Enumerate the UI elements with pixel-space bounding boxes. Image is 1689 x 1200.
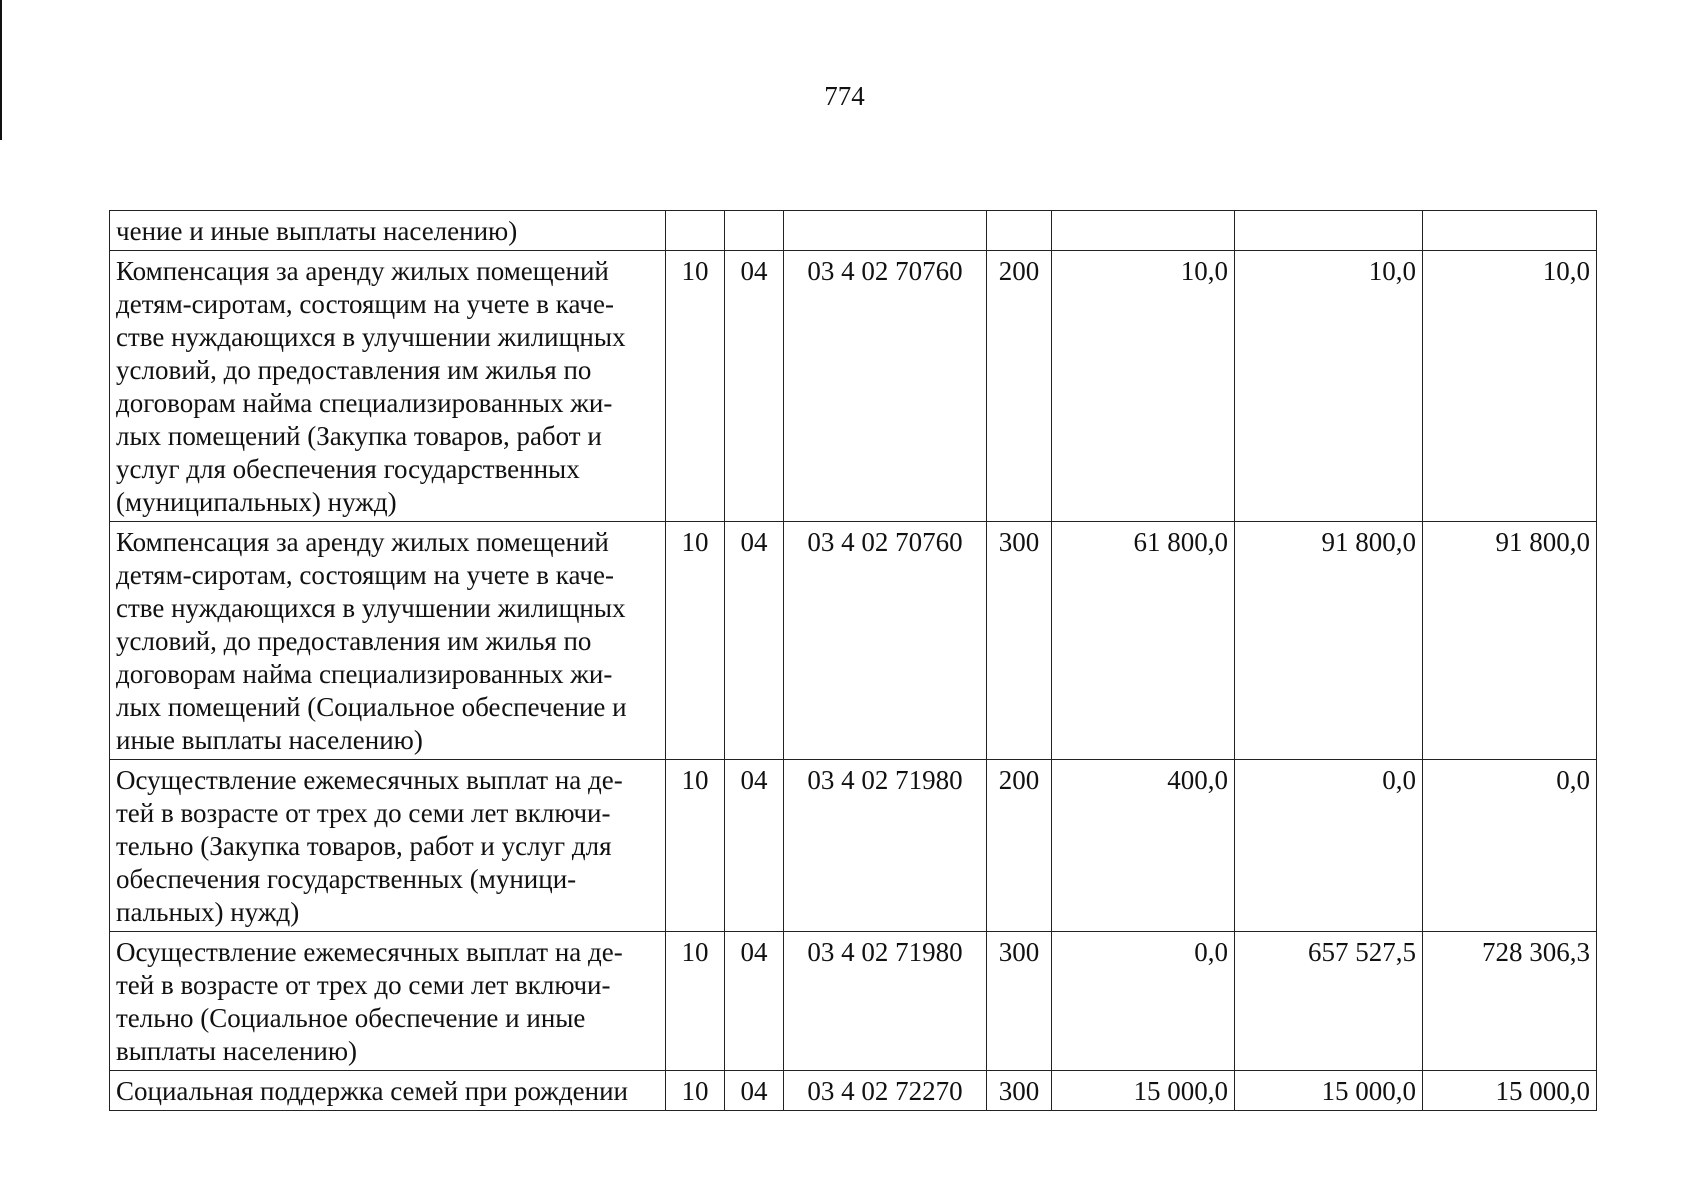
expense-name-cell	[110, 522, 666, 760]
amount-year3-cell: 0,0	[1423, 760, 1597, 932]
amount-year1-cell: 400,0	[1052, 760, 1235, 932]
expense-name-line: чение и иные выплаты населению)	[116, 216, 518, 246]
table-row	[110, 211, 1597, 251]
target-article-cell: 03 4 02 71980	[784, 932, 987, 1071]
table-row	[110, 932, 1597, 1071]
expense-name-line: договорам найма специализированных жи-	[116, 659, 613, 689]
table-body	[110, 211, 1597, 1111]
expense-name-line: пальных) нужд)	[116, 897, 300, 927]
amount-year1-cell: 10,0	[1052, 251, 1235, 522]
amount-year3-cell	[1423, 211, 1597, 251]
target-article-cell: 03 4 02 70760	[784, 251, 987, 522]
table-row	[110, 522, 1597, 760]
expense-name-line: иные выплаты населению)	[116, 725, 423, 755]
expense-name-line: тей в возрасте от трех до семи лет включи-	[116, 798, 611, 828]
expense-name-line: лых помещений (Социальное обеспечение и	[116, 692, 627, 722]
expense-name-line: Осуществление ежемесячных выплат на де-	[116, 765, 623, 795]
amount-year2-cell: 91 800,0	[1235, 522, 1423, 760]
expense-kind-cell: 200	[987, 251, 1052, 522]
expense-name-cell	[110, 211, 666, 251]
page-number: 774	[824, 81, 865, 111]
expense-name-line: обеспечения государственных (муници-	[116, 864, 577, 894]
expense-name-line: услуг для обеспечения государственных	[116, 454, 580, 484]
amount-year3-cell: 15 000,0	[1423, 1071, 1597, 1111]
amount-year3-cell: 10,0	[1423, 251, 1597, 522]
amount-year1-cell: 0,0	[1052, 932, 1235, 1071]
expense-kind-cell	[987, 211, 1052, 251]
budget-table	[109, 210, 1597, 1111]
expense-kind-cell: 300	[987, 1071, 1052, 1111]
expense-name-line: стве нуждающихся в улучшении жилищных	[116, 593, 626, 623]
expense-name-line: Социальная поддержка семей при рождении	[116, 1076, 629, 1106]
expense-name-line: стве нуждающихся в улучшении жилищных	[116, 322, 626, 352]
expense-name-line: тей в возрасте от трех до семи лет включи-	[116, 970, 611, 1000]
section-code-cell: 10	[666, 1071, 725, 1111]
expense-name-line: детям-сиротам, состоящим на учете в каче-	[116, 560, 614, 590]
table-row	[110, 251, 1597, 522]
expense-name-line: тельно (Закупка товаров, работ и услуг для	[116, 831, 612, 861]
target-article-cell: 03 4 02 72270	[784, 1071, 987, 1111]
table-row	[110, 760, 1597, 932]
section-code-cell: 10	[666, 760, 725, 932]
section-code-cell: 10	[666, 251, 725, 522]
amount-year2-cell: 15 000,0	[1235, 1071, 1423, 1111]
subsection-code-cell: 04	[725, 1071, 784, 1111]
section-code-cell: 10	[666, 522, 725, 760]
expense-name-cell	[110, 1071, 666, 1111]
amount-year1-cell: 15 000,0	[1052, 1071, 1235, 1111]
expense-name-line: детям-сиротам, состоящим на учете в каче-	[116, 289, 614, 319]
target-article-cell	[784, 211, 987, 251]
expense-name-line: условий, до предоставления им жилья по	[116, 626, 592, 656]
expense-kind-cell: 300	[987, 932, 1052, 1071]
subsection-code-cell: 04	[725, 522, 784, 760]
amount-year1-cell: 61 800,0	[1052, 522, 1235, 760]
amount-year2-cell: 0,0	[1235, 760, 1423, 932]
expense-kind-cell: 200	[987, 760, 1052, 932]
expense-name-line: условий, до предоставления им жилья по	[116, 355, 592, 385]
amount-year3-cell: 728 306,3	[1423, 932, 1597, 1071]
section-code-cell: 10	[666, 932, 725, 1071]
expense-name-line: Компенсация за аренду жилых помещений	[116, 256, 609, 286]
amount-year1-cell	[1052, 211, 1235, 251]
expense-name-line: Осуществление ежемесячных выплат на де-	[116, 937, 623, 967]
expense-name-line: (муниципальных) нужд)	[116, 487, 397, 517]
target-article-cell: 03 4 02 71980	[784, 760, 987, 932]
target-article-cell: 03 4 02 70760	[784, 522, 987, 760]
subsection-code-cell: 04	[725, 251, 784, 522]
expense-name-line: договорам найма специализированных жи-	[116, 388, 613, 418]
expense-name-cell	[110, 932, 666, 1071]
section-code-cell	[666, 211, 725, 251]
amount-year3-cell: 91 800,0	[1423, 522, 1597, 760]
table-row	[110, 1071, 1597, 1111]
expense-name-line: выплаты населению)	[116, 1036, 358, 1066]
expense-name-cell	[110, 251, 666, 522]
subsection-code-cell: 04	[725, 760, 784, 932]
subsection-code-cell: 04	[725, 932, 784, 1071]
expense-name-cell	[110, 760, 666, 932]
amount-year2-cell: 10,0	[1235, 251, 1423, 522]
amount-year2-cell: 657 527,5	[1235, 932, 1423, 1071]
amount-year2-cell	[1235, 211, 1423, 251]
expense-name-line: лых помещений (Закупка товаров, работ и	[116, 421, 602, 451]
page-edge-mark	[0, 0, 2, 140]
expense-kind-cell: 300	[987, 522, 1052, 760]
subsection-code-cell	[725, 211, 784, 251]
expense-name-line: тельно (Социальное обеспечение и иные	[116, 1003, 586, 1033]
expense-name-line: Компенсация за аренду жилых помещений	[116, 527, 609, 557]
